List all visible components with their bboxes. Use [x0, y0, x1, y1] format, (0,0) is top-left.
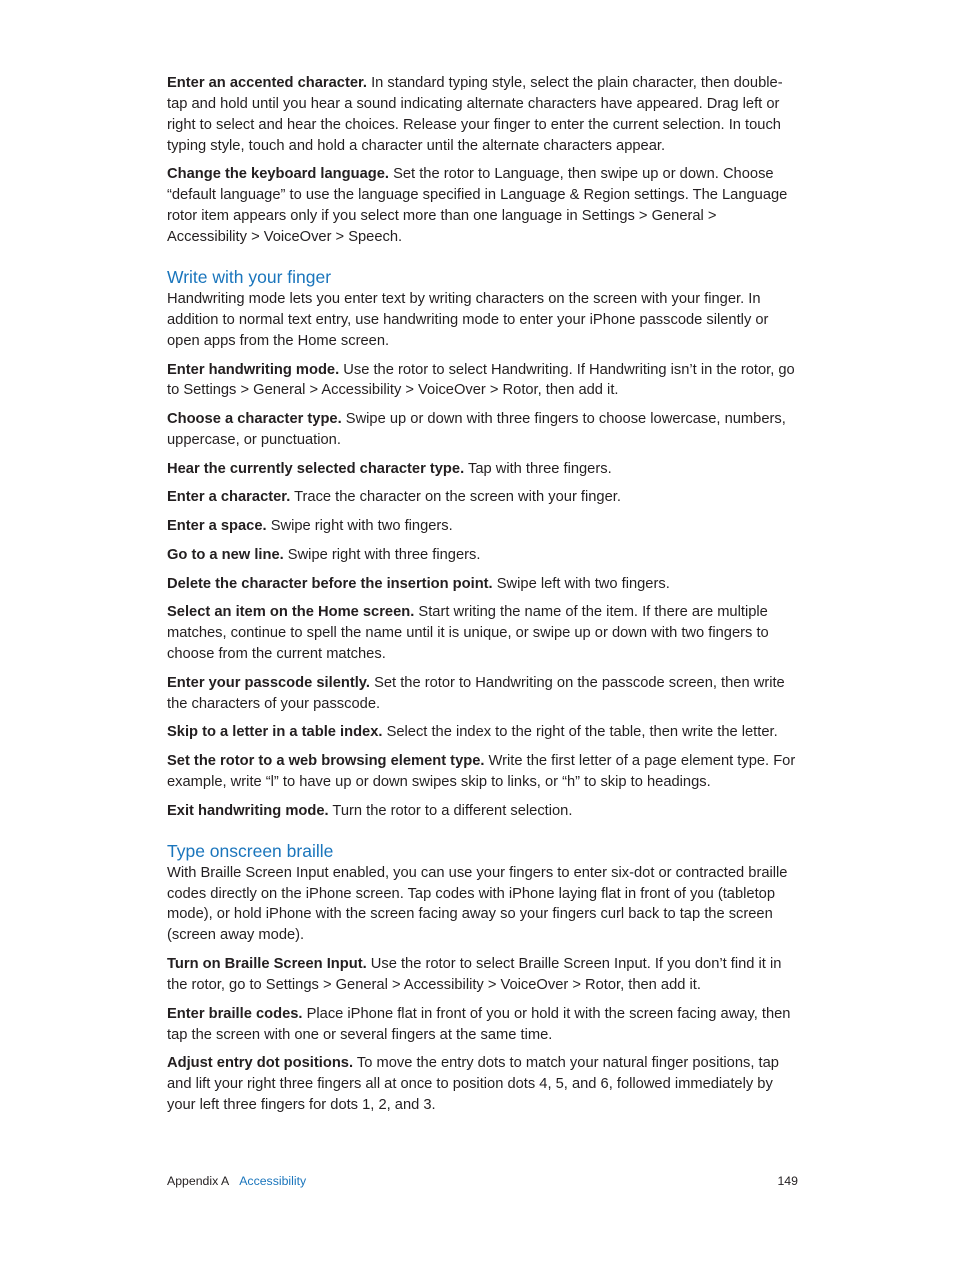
paragraph-enter-handwriting-mode [167, 360, 799, 402]
paragraph-exit-handwriting [167, 801, 799, 822]
paragraph-lead: Skip to a letter in a table index. [167, 724, 383, 741]
paragraph-lead: Select an item on the Home screen. [167, 604, 415, 621]
paragraph-change-keyboard-language [167, 164, 799, 248]
paragraph-lead: Choose a character type. [167, 411, 342, 428]
paragraph-text: Tap with three fingers. [464, 460, 612, 477]
paragraph-text: Trace the character on the screen with your finger. [290, 489, 621, 506]
paragraph-text: Start writing the name of the item. If there are multiple matches, continue to spell the name until it is unique, or swipe up or down with two fingers to choose from the current matches. [167, 604, 769, 663]
paragraph-delete-character [167, 574, 799, 595]
paragraph-text: Set the rotor to Handwriting on the passcode screen, then write the characters of your passcode. [167, 674, 785, 712]
paragraph-lead: Enter your passcode silently. [167, 674, 370, 691]
paragraph-text: Turn the rotor to a different selection. [328, 802, 573, 819]
paragraph-lead: Set the rotor to a web browsing element type. [167, 753, 485, 770]
paragraph-text: Use the rotor to select Braille Screen Input. If you don’t find it in the rotor, go to Settings > General > Accessibility > VoiceOver > Rotor, then add it. [167, 956, 782, 993]
paragraph-text: Set the rotor to Language, then swipe up or down. Choose “default language” to use the language specified in Language & Region settings. The Language rotor item appears only if you select more than one language in Settings > General > Accessibility > VoiceOver > Speech. [167, 166, 788, 246]
footer-section-link[interactable]: Accessibility [239, 1174, 307, 1188]
paragraph-enter-braille-codes [167, 1004, 799, 1046]
paragraph-hear-character-type [167, 459, 799, 480]
paragraph-lead: Enter braille codes. [167, 1005, 303, 1022]
paragraph-text: In standard typing style, select the plain character, then double-tap and hold until you hear a sound indicating alternate characters have appeared. Drag left or right to select and hear the choices. Release your finger to enter the current selection. In touch typing style, touch and hold a character until the alternate characters appear. [167, 75, 783, 154]
paragraph-text: Select the index to the right of the table, then write the letter. [382, 724, 778, 741]
paragraph-lead: Go to a new line. [167, 546, 284, 563]
paragraph-enter-passcode [167, 673, 799, 715]
paragraph-choose-character-type [167, 409, 799, 451]
section-heading-onscreen-braille: Type onscreen braille [167, 840, 334, 861]
paragraph-text: Swipe left with two fingers. [492, 575, 670, 592]
paragraph-new-line [167, 545, 799, 566]
paragraph-lead: Hear the currently selected character type. [167, 460, 465, 477]
section-intro-braille: With Braille Screen Input enabled, you can use your fingers to enter six-dot or contracted braille codes directly on the iPhone screen. Tap codes with iPhone laying flat in front of you (tabletop mode), or hold iPhone with the screen facing away so your fingers curl back to tap the screen (screen away mode). [167, 864, 788, 944]
paragraph-lead: Enter an accented character. [167, 75, 368, 91]
paragraph-text: Swipe up or down with three fingers to choose lowercase, numbers, uppercase, or punctuation. [167, 411, 786, 449]
section-intro-write: Handwriting mode lets you enter text by writing characters on the screen with your finger. In addition to normal text entry, use handwriting mode to enter your iPhone passcode silently or open apps from the Home screen. [167, 291, 769, 349]
section-heading-write-with-finger: Write with your finger [167, 267, 332, 288]
paragraph-lead: Delete the character before the insertion point. [167, 575, 493, 592]
paragraph-lead: Adjust entry dot positions. [167, 1055, 354, 1072]
paragraph-lead: Enter a space. [167, 518, 267, 535]
page-number: 149 [777, 1174, 798, 1188]
paragraph-lead: Enter handwriting mode. [167, 361, 340, 378]
paragraph-enter-character [167, 487, 799, 508]
paragraph-skip-table-index [167, 722, 799, 743]
paragraph-text: Swipe right with three fingers. [283, 546, 481, 563]
page-content [167, 73, 799, 1124]
paragraph-adjust-dot-positions [167, 1053, 799, 1116]
paragraph-select-home-item [167, 602, 799, 665]
paragraph-lead: Enter a character. [167, 489, 291, 506]
paragraph-text: Place iPhone flat in front of you or hold it with the screen facing away, then tap the screen with one or several fingers at the same time. [167, 1005, 791, 1043]
footer-appendix-label: Appendix A [167, 1174, 230, 1188]
paragraph-enter-space [167, 516, 799, 537]
paragraph-text: To move the entry dots to match your natural finger positions, tap and lift your right three fingers all at once to position dots 4, 5, and 6, followed immediately by your left three fingers for dots 1, 2, and 3. [167, 1055, 779, 1114]
paragraph-text: Use the rotor to select Handwriting. If Handwriting isn’t in the rotor, go to Settings > General > Accessibility > VoiceOver > Rotor, then add it. [167, 361, 795, 399]
paragraph-turn-on-braille [167, 954, 799, 996]
paragraph-text: Swipe right with two fingers. [266, 518, 453, 535]
paragraph-enter-accented-character [167, 73, 799, 157]
paragraph-lead: Turn on Braille Screen Input. [167, 956, 367, 973]
paragraph-text: Write the first letter of a page element type. For example, write “l” to have up or down swipes skip to links, or “h” to skip to headings. [167, 753, 796, 791]
page-footer [167, 1172, 799, 1190]
paragraph-web-element-type [167, 751, 799, 793]
paragraph-lead: Change the keyboard language. [167, 166, 389, 183]
paragraph-lead: Exit handwriting mode. [167, 802, 329, 819]
